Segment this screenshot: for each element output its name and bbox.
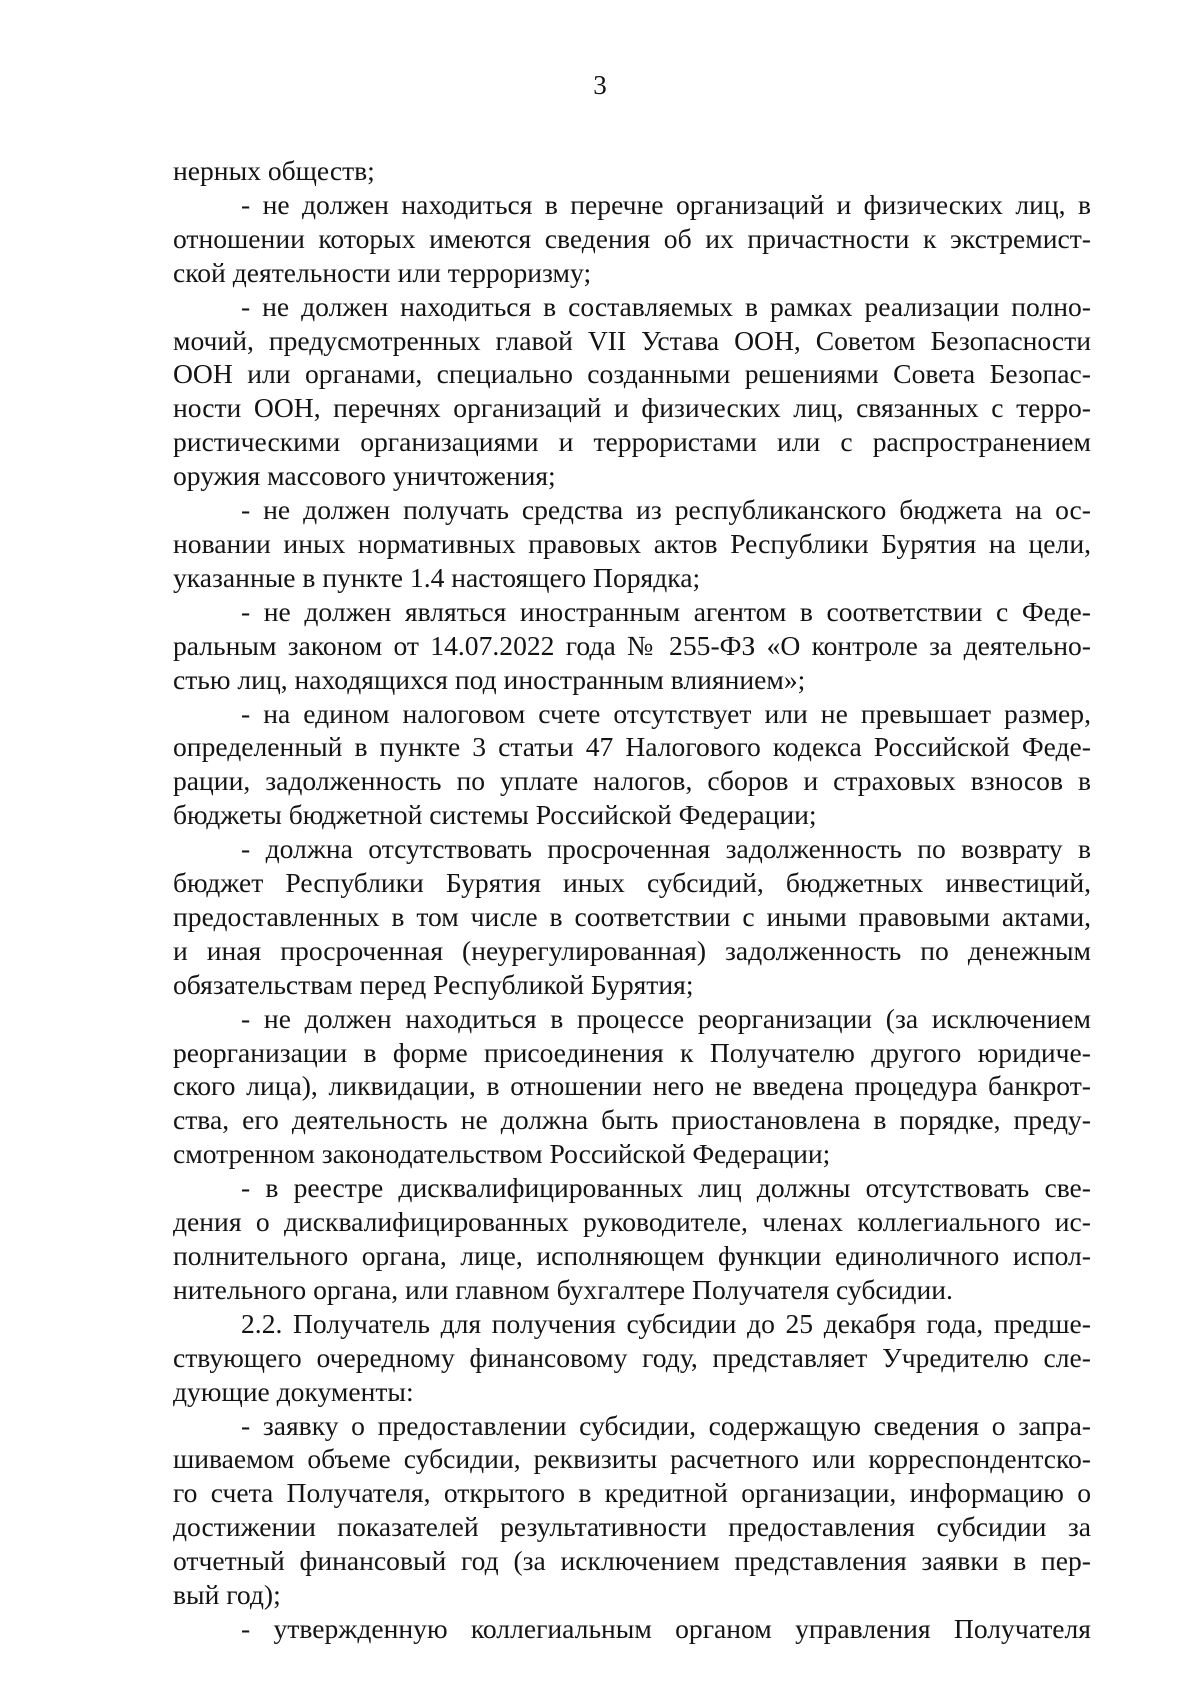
text-line: и иная просроченная (неурегулированная) задолженность по денежным bbox=[173, 934, 1091, 966]
text-line: - утвержденную коллегиальным органом управления Получателя bbox=[241, 1612, 1091, 1644]
text-line: ристическими организациями и террористами или с распространением bbox=[173, 426, 1091, 458]
text-line: - не должен находиться в перечне организаций и физических лиц, в bbox=[241, 188, 1091, 220]
text-line: полнительного органа, лице, исполняющем функции единоличного испол- bbox=[173, 1240, 1091, 1271]
text-line: ского лица), ликвидации, в отношении него не введена процедура банкрот- bbox=[173, 1070, 1091, 1102]
text-line: ства, его деятельность не должна быть приостановлена в порядке, преду- bbox=[173, 1104, 1091, 1136]
text-line: определенный в пункте 3 статьи 47 Налогового кодекса Российской Феде- bbox=[173, 731, 1091, 763]
text-line: смотренном законодательством Российской Федерации; bbox=[173, 1138, 831, 1170]
text-line: - не должен являться иностранным агентом в соответствии с Феде- bbox=[241, 595, 1091, 627]
text-line: 2.2. Получатель для получения субсидии до 25 декабря года, предше- bbox=[241, 1307, 1091, 1339]
text-line: отношении которых имеются сведения об их причастности к экстремист- bbox=[173, 222, 1091, 254]
paragraph bbox=[173, 1307, 1091, 1409]
text-line: новании иных нормативных правовых актов Республики Бурятия на цели, bbox=[173, 527, 1091, 559]
document-body bbox=[173, 154, 1091, 1646]
paragraph bbox=[173, 697, 1091, 833]
text-line: - должна отсутствовать просроченная задолженность по возврату в bbox=[241, 833, 1091, 865]
text-line: ности ООН, перечнях организаций и физических лиц, связанных с терро- bbox=[173, 392, 1091, 424]
text-line: ООН или органами, специально созданными решениями Совета Безопас- bbox=[173, 358, 1091, 390]
text-line: стью лиц, находящихся под иностранным влиянием»; bbox=[173, 663, 806, 695]
paragraph bbox=[173, 1002, 1091, 1172]
text-line: шиваемом объеме субсидии, реквизиты расчетного или корреспондентско- bbox=[173, 1443, 1091, 1475]
text-line: нительного органа, или главном бухгалтере Получателя субсидии. bbox=[173, 1273, 953, 1305]
text-line: - на едином налоговом счете отсутствует или не превышает размер, bbox=[241, 697, 1091, 729]
text-line: - в реестре дисквалифицированных лиц должны отсутствовать све- bbox=[241, 1172, 1091, 1204]
text-line: дующие документы: bbox=[173, 1375, 414, 1407]
paragraph bbox=[173, 1612, 1091, 1646]
text-line: предоставленных в том числе в соответствии с иными правовыми актами, bbox=[173, 900, 1091, 932]
paragraph bbox=[173, 1409, 1091, 1612]
text-line: обязательствам перед Республикой Бурятия; bbox=[173, 968, 694, 1000]
paragraph bbox=[173, 493, 1091, 595]
text-line: - не должен получать средства из республиканского бюджета на ос- bbox=[241, 494, 1091, 526]
text-line: оружия массового уничтожения; bbox=[173, 460, 556, 492]
paragraph bbox=[173, 595, 1091, 697]
text-line: го счета Получателя, открытого в кредитной организации, информацию о bbox=[173, 1477, 1091, 1509]
text-line: достижении показателей результативности предоставления субсидии за bbox=[173, 1511, 1091, 1543]
text-line: бюджет Республики Бурятия иных субсидий, бюджетных инвестиций, bbox=[173, 867, 1091, 899]
text-line: ральным законом от 14.07.2022 года № 255-ФЗ «О контроле за деятельно- bbox=[173, 629, 1091, 661]
paragraph bbox=[173, 188, 1091, 290]
paragraph bbox=[173, 154, 1091, 188]
text-line: отчетный финансовый год (за исключением представления заявки в пер- bbox=[173, 1545, 1091, 1577]
paragraph bbox=[173, 290, 1091, 493]
text-line: ствующего очередному финансовому году, представляет Учредителю сле- bbox=[173, 1341, 1091, 1373]
text-line: мочий, предусмотренных главой VII Устава ООН, Советом Безопасности bbox=[173, 324, 1091, 356]
paragraph bbox=[173, 832, 1091, 1002]
text-line: нерных обществ; bbox=[173, 155, 375, 186]
text-line: рации, задолженность по уплате налогов, сборов и страховых взносов в bbox=[173, 765, 1091, 797]
text-line: бюджеты бюджетной системы Российской Федерации; bbox=[173, 799, 817, 831]
text-line: реорганизации в форме присоединения к Получателю другого юридиче- bbox=[173, 1036, 1091, 1068]
text-line: вый год); bbox=[173, 1579, 281, 1611]
text-line: - не должен находиться в процессе реорганизации (за исключением bbox=[241, 1002, 1091, 1034]
text-line: - заявку о предоставлении субсидии, содержащую сведения о запра- bbox=[241, 1409, 1091, 1441]
text-line: ской деятельности или терроризму; bbox=[173, 256, 592, 288]
page-number: 3 bbox=[593, 70, 607, 100]
text-line: указанные в пункте 1.4 настоящего Порядка; bbox=[173, 561, 701, 593]
text-line: - не должен находиться в составляемых в рамках реализации полно- bbox=[241, 290, 1091, 322]
paragraph bbox=[173, 1171, 1091, 1307]
text-line: дения о дисквалифицированных руководителе, членах коллегиального ис- bbox=[173, 1206, 1091, 1238]
